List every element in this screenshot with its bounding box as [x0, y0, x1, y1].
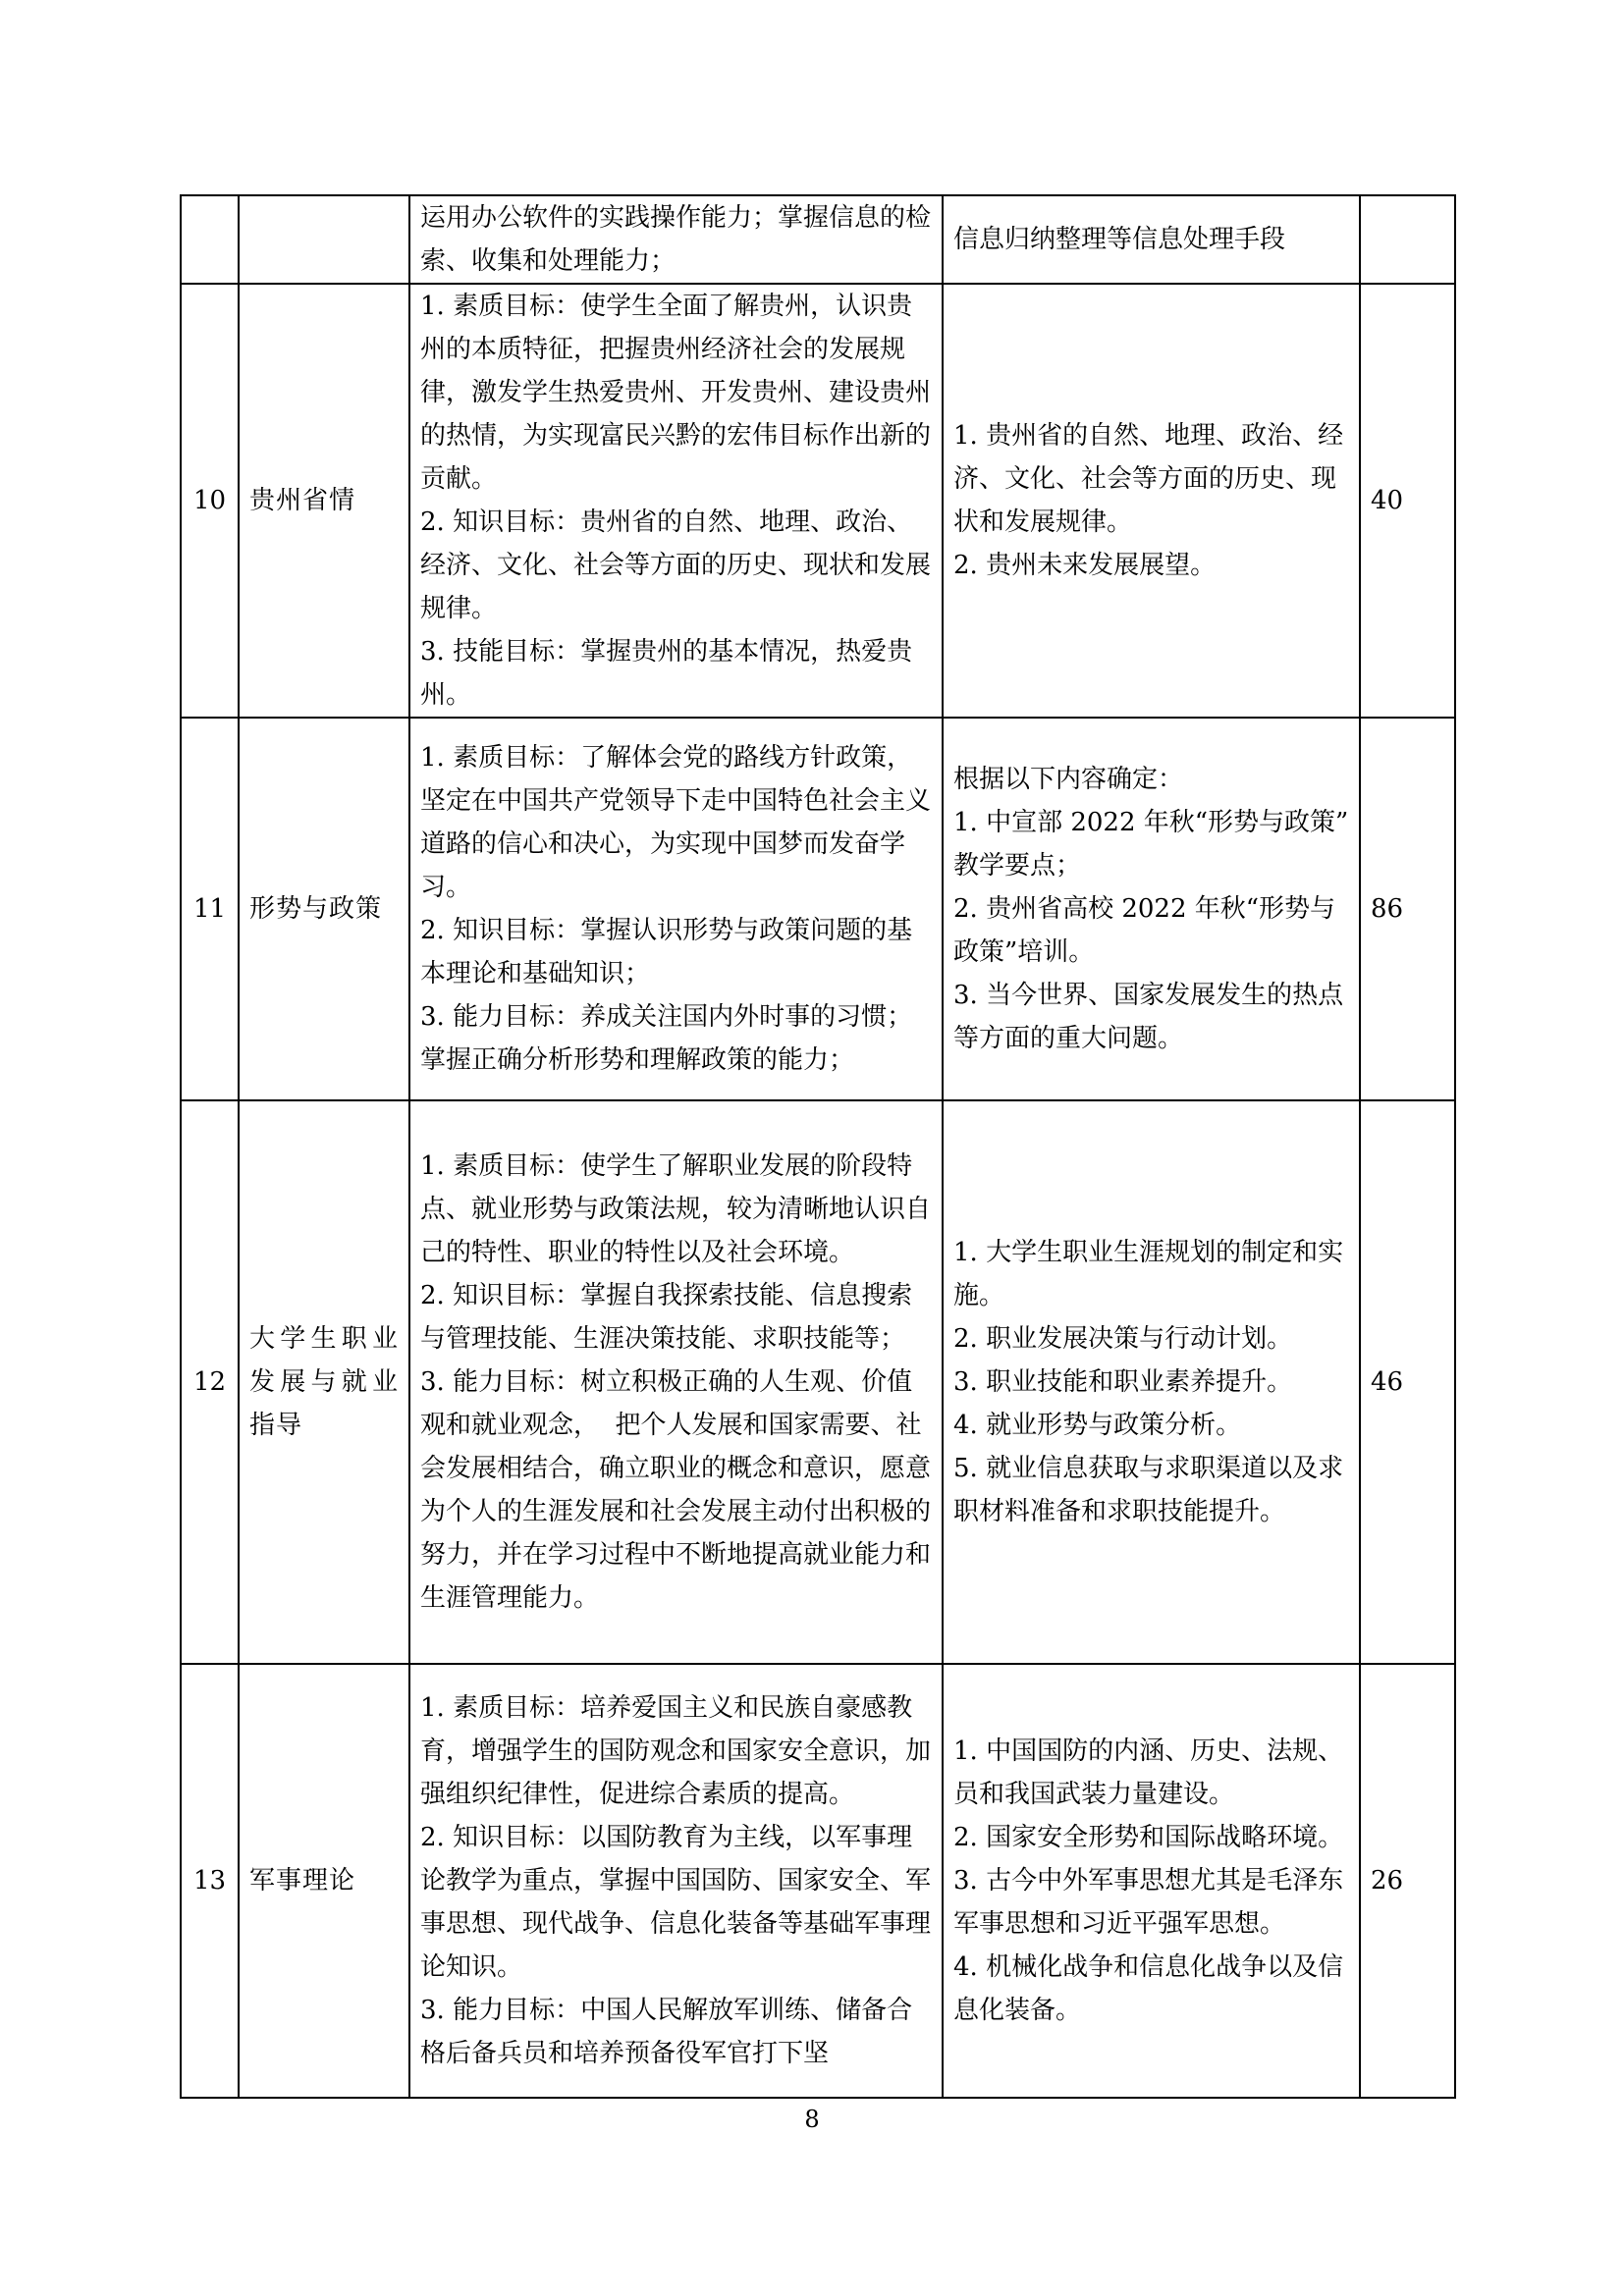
content-text: 教学要点；	[953, 851, 1082, 881]
table-row	[181, 718, 1455, 1100]
content-text: 4. 就业形势与政策分析。	[953, 1411, 1242, 1440]
course-hours: 46	[1360, 1100, 1455, 1664]
goal-text: 1. 素质目标：使学生全面了解贵州，认识贵州的本质特征，把握贵州经济社会的发展规律，激发学生热爱贵州、开发贵州、建设贵州的热情，为实现富民兴黔的宏伟目标作出新的贡献。	[420, 292, 932, 494]
content-text: 2. 国家安全形势和国际战略环境。	[953, 1823, 1344, 1852]
goal-text: 运用办公软件的实践操作能力；掌握信息的检索、收集和处理能力；	[420, 203, 932, 276]
content-text: 1. 中宣部 2022 年秋“形势与政策”	[953, 808, 1349, 837]
course-goals	[409, 195, 943, 284]
goal-text: 2. 知识目标：以国防教育为主线，以军事理论教学为重点，掌握中国国防、国家安全、军事思想、现代战争、信息化装备等基础军事理论知识。	[420, 1823, 932, 1982]
table-row	[181, 1100, 1455, 1664]
goal-text: 2. 知识目标：贵州省的自然、地理、政治、经济、文化、社会等方面的历史、现状和发展规律。	[420, 507, 932, 623]
course-goals	[409, 718, 943, 1100]
course-name: 贵州省情	[239, 284, 409, 718]
goal-text: 3. 技能目标：掌握贵州的基本情况，热爱贵州。	[420, 637, 913, 710]
course-number	[181, 195, 239, 284]
goal-text: 1. 素质目标：使学生了解职业发展的阶段特点、就业形势与政策法规，较为清晰地认识自己的特性、职业的特性以及社会环境。	[420, 1151, 932, 1267]
content-text: 2. 贵州未来发展展望。	[953, 551, 1217, 580]
course-hours: 40	[1360, 284, 1455, 718]
goal-text: 3. 能力目标：中国人民解放军训练、储备合格后备兵员和培养预备役军官打下坚	[420, 1996, 913, 2068]
course-name: 大学生职业发展与就业指导	[239, 1100, 409, 1664]
goal-text: 2. 知识目标：掌握认识形势与政策问题的基本理论和基础知识；	[420, 916, 913, 988]
content-text: 1. 贵州省的自然、地理、政治、经济、文化、社会等方面的历史、现状和发展规律。	[953, 421, 1344, 537]
course-number: 11	[181, 718, 239, 1100]
content-text: 2. 贵州省高校 2022 年秋“形势与政策”培训。	[953, 894, 1336, 967]
course-hours: 26	[1360, 1664, 1455, 2098]
course-number: 13	[181, 1664, 239, 2098]
content-text: 5. 就业信息获取与求职渠道以及求职材料准备和求职技能提升。	[953, 1454, 1344, 1526]
content-text: 2. 职业发展决策与行动计划。	[953, 1324, 1293, 1354]
course-hours	[1360, 195, 1455, 284]
content-text: 3. 古今中外军事思想尤其是毛泽东军事思想和习近平强军思想。	[953, 1866, 1344, 1939]
course-content	[943, 718, 1360, 1100]
course-content	[943, 1100, 1360, 1664]
course-name	[239, 195, 409, 284]
table-row	[181, 284, 1455, 718]
table-row	[181, 1664, 1455, 2098]
goal-text: 3. 能力目标：树立积极正确的人生观、价值观和就业观念， 把个人发展和国家需要、社会发展相结合，确立职业的概念和意识，愿意为个人的生涯发展和社会发展主动付出积极的努力，并在学习过程中不断地提高就业能力和生涯管理能力。	[420, 1367, 932, 1613]
content-text: 3. 职业技能和职业素养提升。	[953, 1367, 1293, 1397]
course-goals	[409, 284, 943, 718]
content-text: 1. 大学生职业生涯规划的制定和实施。	[953, 1238, 1344, 1310]
course-name: 军事理论	[239, 1664, 409, 2098]
goal-text: 2. 知识目标：掌握自我探索技能、信息搜索与管理技能、生涯决策技能、求职技能等；	[420, 1281, 913, 1354]
course-goals	[409, 1100, 943, 1664]
course-table	[180, 194, 1456, 2099]
table-row	[181, 195, 1455, 284]
content-text: 根据以下内容确定：	[953, 765, 1184, 794]
course-number: 10	[181, 284, 239, 718]
course-goals	[409, 1664, 943, 2098]
goal-text: 3. 能力目标：养成关注国内外时事的习惯；掌握正确分析形势和理解政策的能力；	[420, 1002, 913, 1075]
goal-text: 1. 素质目标：了解体会党的路线方针政策，坚定在中国共产党领导下走中国特色社会主义道路的信心和决心，为实现中国梦而发奋学习。	[420, 743, 932, 902]
content-text: 4. 机械化战争和信息化战争以及信息化装备。	[953, 1952, 1344, 2025]
course-name: 形势与政策	[239, 718, 409, 1100]
goal-text: 1. 素质目标：培养爱国主义和民族自豪感教育，增强学生的国防观念和国家安全意识，加强组织纪律性，促进综合素质的提高。	[420, 1693, 932, 1809]
course-content	[943, 284, 1360, 718]
content-text: 1. 中国国防的内涵、历史、法规、员和我国武装力量建设。	[953, 1736, 1344, 1809]
course-hours: 86	[1360, 718, 1455, 1100]
content-text: 3. 当今世界、国家发展发生的热点等方面的重大问题。	[953, 981, 1344, 1053]
content-text: 信息归纳整理等信息处理手段	[953, 225, 1286, 254]
course-content	[943, 1664, 1360, 2098]
course-content	[943, 195, 1360, 284]
page-number: 8	[804, 2106, 820, 2133]
course-number: 12	[181, 1100, 239, 1664]
